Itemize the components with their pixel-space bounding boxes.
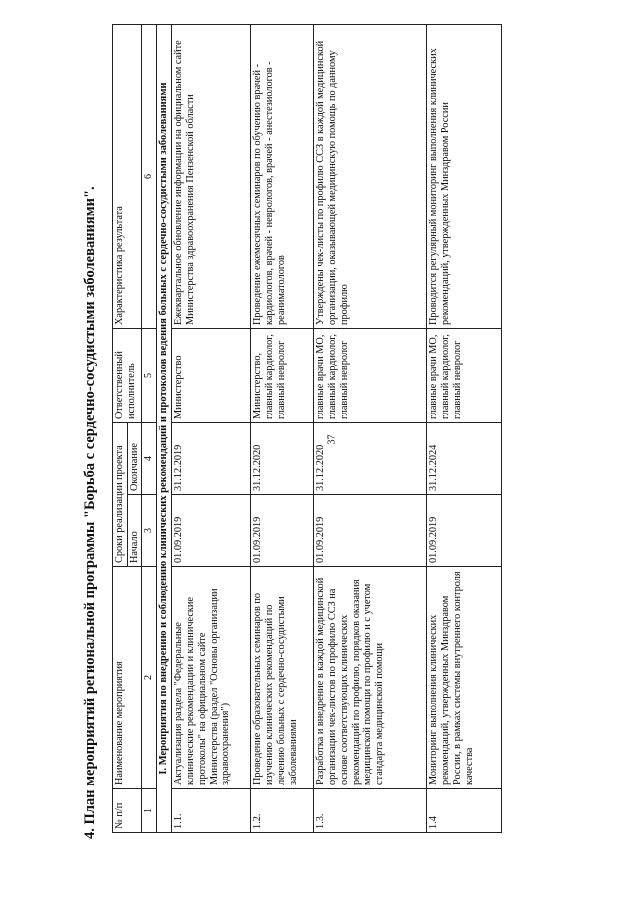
row-responsible: Министерство, главный кардиолог, главный невролог xyxy=(251,329,314,423)
section-row xyxy=(157,25,172,833)
header-end: Окончание xyxy=(127,423,142,495)
column-number: 5 xyxy=(142,329,157,423)
row-result: Ежеквартальное обновление информации на официальном сайте Министерства здравоохранения Пензенской области xyxy=(172,25,251,329)
header-num: № п/п xyxy=(113,789,142,833)
column-number: 2 xyxy=(142,567,157,789)
header-result: Характеристика результата xyxy=(113,25,142,329)
row-start: 01.09.2019 xyxy=(172,495,251,567)
column-numbers-row xyxy=(142,25,157,833)
row-result: Проводится регулярный мониторинг выполнения клинических рекомендаций, утвержденных Минздравом России xyxy=(427,25,502,329)
row-name: Разработка и внедрение в каждой медицинской организации чек-листов по профилю ССЗ на основе соответствующих клинических рекомендаций по профилю, порядков оказания медицинской помощи по профилю и с учетом стандарта медицинской помощи xyxy=(314,567,427,789)
row-num: 1.3. xyxy=(314,789,427,833)
row-responsible: Министерство xyxy=(172,329,251,423)
row-result: Утверждены чек-листы по профилю ССЗ в каждой медицинской организации, оказывающей медицинскую помощь по данному профилю xyxy=(314,25,427,329)
row-name: Мониторинг выполнения клинических рекомендаций, утвержденных Минздравом России, в рамках системы внутреннего контроля качества xyxy=(427,567,502,789)
row-name: Проведение образовательных семинаров по изучению клинических рекомендаций по лечению больных с сердечно-сосудистыми заболеваниями xyxy=(251,567,314,789)
row-end: 31.12.2019 xyxy=(172,423,251,495)
column-number: 4 xyxy=(142,423,157,495)
table-header-row xyxy=(113,25,128,833)
column-number: 1 xyxy=(142,789,157,833)
header-name: Наименование мероприятия xyxy=(113,567,142,789)
row-start: 01.09.2019 xyxy=(251,495,314,567)
activity-plan-table xyxy=(112,24,502,833)
row-name: Актуализация раздела "Федеральные клинические рекомендации и клинические протоколы" на официальном сайте Министерства (раздел "Основы организации здравоохранения") xyxy=(172,567,251,789)
row-num: 1.1. xyxy=(172,789,251,833)
header-responsible: Ответственный исполнитель xyxy=(113,329,142,423)
row-num: 1.2. xyxy=(251,789,314,833)
document-heading: 4. План мероприятий региональной программы "Борьба с сердечно-сосудистыми заболеваниями". xyxy=(82,186,98,839)
row-responsible: главные врачи МО, главный кардиолог, главный невролог xyxy=(314,329,427,423)
row-num: 1.4 xyxy=(427,789,502,833)
table-row xyxy=(172,25,251,833)
header-period: Сроки реализации проекта xyxy=(113,423,128,567)
table-row xyxy=(314,25,427,833)
row-responsible: главные врачи МО, главный кардиолог, главный невролог xyxy=(427,329,502,423)
row-end: 31.12.2024 xyxy=(427,423,502,495)
section-title: I. Мероприятия по внедрению и соблюдению клинических рекомендаций и протоколов ведения больных с сердечно-сосудистыми заболеваниями xyxy=(157,25,172,833)
column-number: 6 xyxy=(142,25,157,329)
header-start: Начало xyxy=(127,495,142,567)
column-number: 3 xyxy=(142,495,157,567)
table-row xyxy=(427,25,502,833)
table-row xyxy=(251,25,314,833)
row-start: 01.09.2019 xyxy=(427,495,502,567)
row-result: Проведение ежемесячных семинаров по обучению врачей - кардиологов, врачей - неврологов, врачей - анестезиологов - реаниматологов xyxy=(251,25,314,329)
row-end: 31.12.2020 xyxy=(251,423,314,495)
row-start: 01.09.2019 xyxy=(314,495,427,567)
row-end: 31.12.2020 xyxy=(314,423,427,495)
page-number: 37 xyxy=(326,434,338,445)
